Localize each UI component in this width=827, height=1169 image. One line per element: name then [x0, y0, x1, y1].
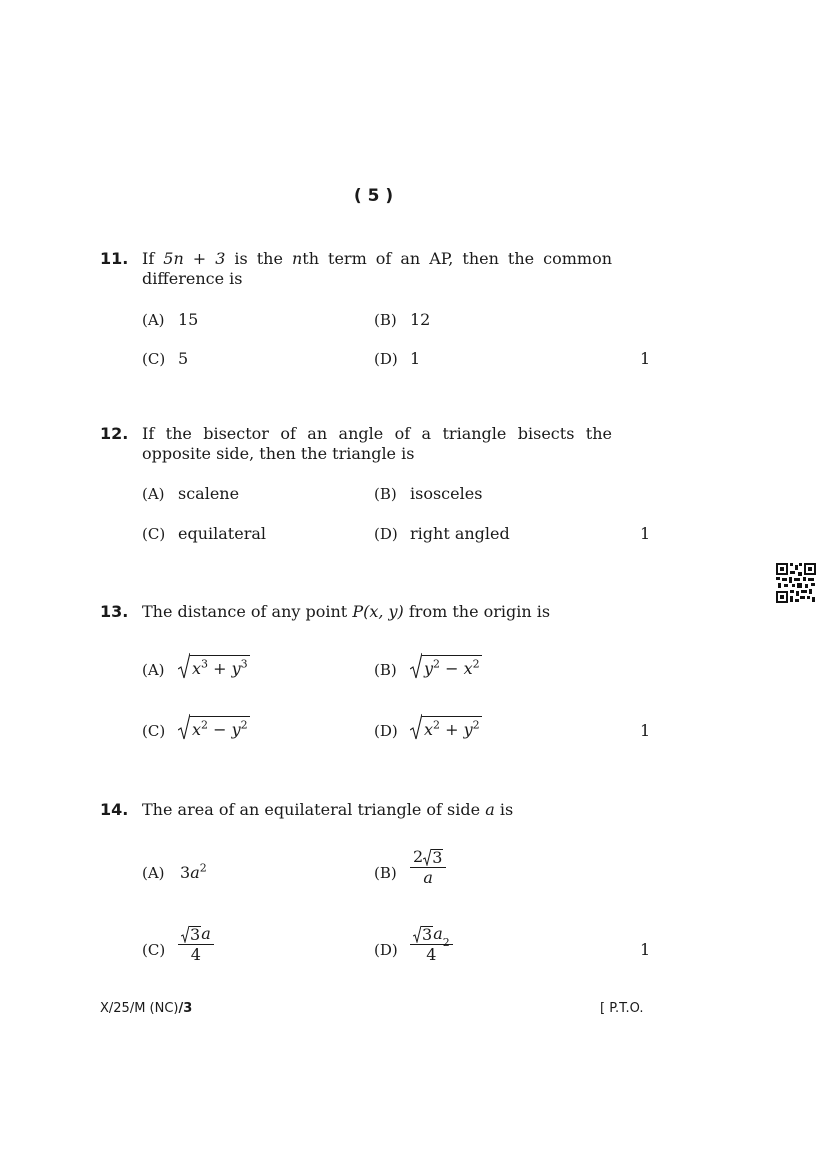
option-label: (B): [374, 661, 397, 679]
pto-label: [ P.T.O.: [600, 1001, 644, 1016]
option-text: scalene: [178, 484, 240, 503]
option-label: (C): [142, 941, 166, 959]
option-sqrt-expression: $x^2 + y^2$: [410, 713, 482, 741]
radical-icon: [181, 925, 189, 943]
option-fraction: 2 3 a: [410, 848, 446, 887]
radical-icon: [423, 848, 431, 866]
question-text-part: from the origin is: [403, 602, 551, 621]
radical-icon: [413, 925, 421, 943]
option-sqrt-expression: $x^2 - y^2$: [178, 713, 250, 741]
question-number: 12.: [100, 424, 129, 443]
paper-code: X/25/M (NC)/3: [100, 1001, 193, 1016]
option-label: (C): [142, 350, 166, 368]
option-label: (B): [374, 864, 397, 882]
radical-icon: [410, 652, 422, 680]
option-label: (A): [142, 311, 165, 329]
option-text: 12: [410, 310, 431, 329]
marks: 1: [640, 721, 651, 740]
math-variable: n: [291, 249, 303, 268]
question-text-part: is the: [225, 249, 292, 268]
option-text: 1: [410, 349, 421, 368]
marks: 1: [640, 940, 651, 959]
math-expression: 5n + 3: [163, 249, 226, 268]
marks: 1: [640, 349, 651, 368]
option-text: equilateral: [178, 524, 266, 543]
question-text-part: If: [142, 249, 164, 268]
option-text: right angled: [410, 524, 510, 543]
option-label: (B): [374, 311, 397, 329]
option-label: (C): [142, 722, 166, 740]
option-label: (D): [374, 722, 398, 740]
option-fraction: 3 a 4: [178, 925, 214, 964]
option-text: isosceles: [410, 484, 483, 503]
math-expression: P(x, y): [352, 602, 404, 621]
page-number: ( 5 ): [353, 186, 394, 206]
option-label: (D): [374, 941, 398, 959]
math-variable: a: [485, 800, 495, 819]
option-label: (B): [374, 485, 397, 503]
option-sqrt-expression: $x^3 + y^3$: [178, 652, 250, 680]
option-label: (D): [374, 350, 398, 368]
option-fraction: 3 a 2 4: [410, 925, 453, 964]
question-text-part: is: [494, 800, 514, 819]
option-label: (D): [374, 525, 398, 543]
question-number: 14.: [100, 800, 129, 819]
option-math: $3a^2$: [180, 861, 207, 882]
option-label: (A): [142, 864, 165, 882]
radical-icon: [410, 713, 422, 741]
question-text-part: The area of an equilateral triangle of side: [142, 800, 486, 819]
option-label: (A): [142, 661, 165, 679]
question-text: [142, 249, 612, 289]
question-text: If the bisector of an angle of a triangle bisects the opposite side, then the triangle is: [142, 424, 612, 463]
qr-code-icon: [776, 563, 816, 603]
question-number: 11.: [100, 249, 129, 268]
question-number: 13.: [100, 602, 129, 621]
question-text: [142, 800, 612, 820]
option-text: 15: [178, 310, 199, 329]
option-label: (A): [142, 485, 165, 503]
question-text-part: The distance of any point: [142, 602, 353, 621]
radical-icon: [178, 652, 190, 680]
question-text-part: th term of an AP, then the common difference is: [142, 249, 613, 288]
question-text: [142, 602, 612, 622]
marks: 1: [640, 524, 651, 543]
option-sqrt-expression: $y^2 - x^2$: [410, 652, 482, 680]
option-label: (C): [142, 525, 166, 543]
radical-icon: [178, 713, 190, 741]
option-text: 5: [178, 349, 189, 368]
